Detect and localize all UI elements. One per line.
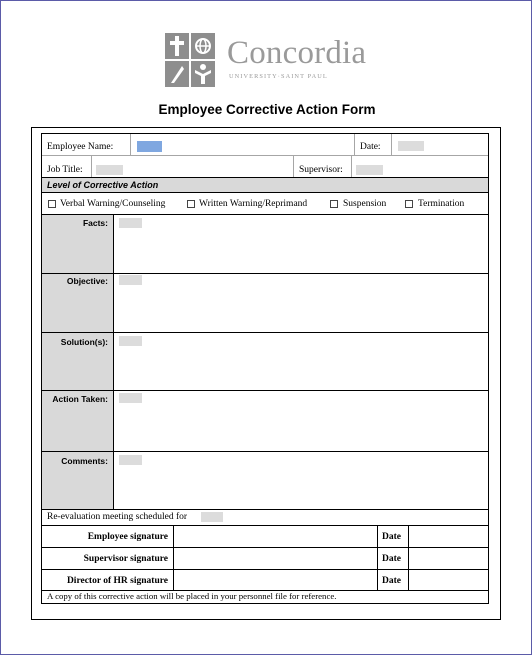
form-title: Employee Corrective Action Form — [158, 102, 376, 117]
verbal-warning-checkbox[interactable] — [48, 200, 56, 208]
date-field[interactable] — [398, 141, 424, 151]
footer-note: A copy of this corrective action will be placed in your personnel file for reference. — [47, 591, 337, 601]
job-title-field[interactable] — [96, 165, 123, 175]
option-written-warning: Written Warning/Reprimand — [199, 199, 308, 209]
solutions-label: Solution(s): — [60, 337, 108, 347]
director-signature-label: Director of HR signature — [66, 576, 168, 586]
termination-checkbox[interactable] — [405, 200, 413, 208]
employee-signature-field[interactable] — [174, 526, 377, 547]
figure-icon — [191, 61, 215, 87]
director-signature-date-field[interactable] — [409, 570, 488, 591]
supervisor-signature-label: Supervisor signature — [83, 554, 168, 564]
action-taken-label: Action Taken: — [52, 394, 108, 404]
employee-name-field[interactable] — [137, 141, 162, 152]
reevaluation-date-field[interactable] — [201, 512, 223, 522]
level-heading: Level of Corrective Action — [47, 180, 159, 190]
option-suspension: Suspension — [343, 199, 387, 209]
reevaluation-label: Re-evaluation meeting scheduled for — [47, 512, 188, 522]
employee-name-label: Employee Name: — [47, 142, 114, 152]
supervisor-signature-date-label: Date — [382, 554, 401, 564]
option-verbal-warning: Verbal Warning/Counseling — [60, 199, 166, 209]
globe-icon — [191, 33, 215, 59]
facts-field[interactable] — [119, 218, 142, 228]
facts-label: Facts: — [82, 218, 108, 228]
cross-icon — [165, 33, 189, 59]
objective-label: Objective: — [66, 276, 108, 286]
concordia-logo — [165, 33, 365, 91]
written-warning-checkbox[interactable] — [187, 200, 195, 208]
suspension-checkbox[interactable] — [330, 200, 338, 208]
logo-wordmark: Concordia — [227, 35, 367, 71]
employee-signature-date-field[interactable] — [409, 526, 488, 547]
comments-label: Comments: — [61, 456, 108, 466]
option-termination: Termination — [418, 199, 465, 209]
director-signature-field[interactable] — [174, 570, 377, 591]
supervisor-signature-date-field[interactable] — [409, 548, 488, 569]
quill-icon — [165, 61, 189, 87]
employee-signature-date-label: Date — [382, 532, 401, 542]
supervisor-label: Supervisor: — [299, 165, 343, 175]
comments-field[interactable] — [119, 455, 142, 465]
action-taken-field[interactable] — [119, 393, 142, 403]
job-title-label: Job Title: — [47, 165, 83, 175]
supervisor-field[interactable] — [356, 165, 383, 175]
solutions-field[interactable] — [119, 336, 142, 346]
date-label: Date: — [360, 142, 381, 152]
logo-emblem — [165, 33, 215, 87]
supervisor-signature-field[interactable] — [174, 548, 377, 569]
logo-subtitle: UNIVERSITY·SAINT PAUL — [229, 73, 328, 80]
director-signature-date-label: Date — [382, 576, 401, 586]
objective-field[interactable] — [119, 275, 142, 285]
employee-signature-label: Employee signature — [87, 532, 168, 542]
